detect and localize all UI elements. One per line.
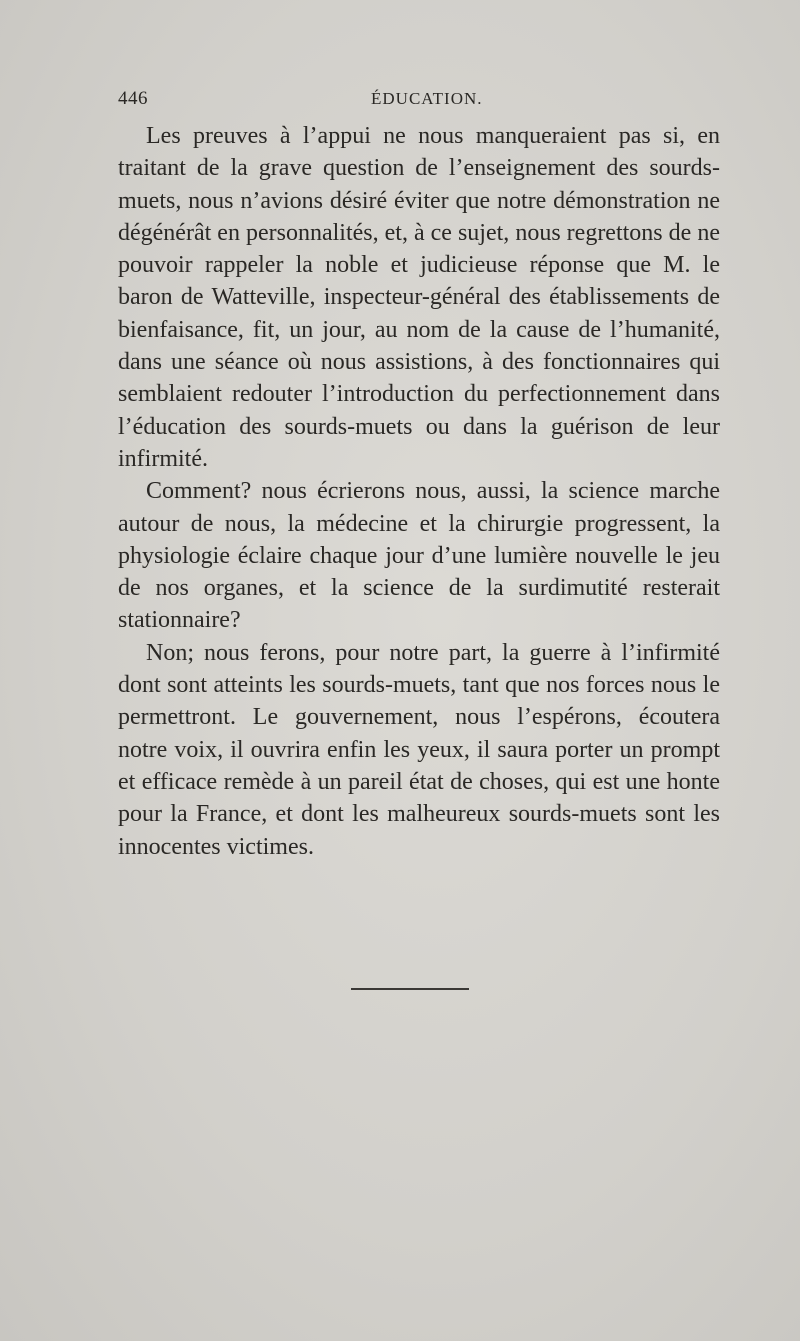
paragraph-1: Les preuves à l’appui ne nous manqueraient pas si, en traitant de la grave question de l’enseignement des sourds-muets, nous n’avions désiré éviter que notre démonstration ne dégénérât en personnalités, et, à ce sujet, nous regrettons de ne pouvoir rappeler la noble et judicieuse réponse que M. le baron de Watteville, inspecteur-général des établissements de bienfaisance, fit, un jour, au nom de la cause de l’humanité, dans une séance où nous assistions, à des fonctionnaires qui semblaient redouter l’introduction du perfectionnement dans l’éducation des sourds-muets ou dans la guérison de leur infirmité. [118,123,720,472]
body-text [118,120,720,863]
paragraph-3: Non; nous ferons, pour notre part, la guerre à l’infirmité dont sont atteints les sourds-muets, tant que nos forces nous le permettront. Le gouvernement, nous l’espérons, écoutera notre voix, il ouvrira enfin les yeux, il saura porter un prompt et efficace remède à un pareil état de choses, qui est une honte pour la France, et dont les malheureux sourds-muets sont les innocentes victimes. [118,639,720,860]
running-head: ÉDUCATION. [371,89,483,108]
paragraph-2: Comment? nous écrierons nous, aussi, la science marche autour de nous, la médecine et la chirurgie progressent, la physiologie éclaire chaque jour d’une lumière nouvelle le jeu de nos organes, et la science de la surdimutité resterait stationnaire? [118,478,720,634]
page-header [118,88,718,114]
page-number: 446 [118,88,148,109]
section-end-rule [351,988,469,990]
